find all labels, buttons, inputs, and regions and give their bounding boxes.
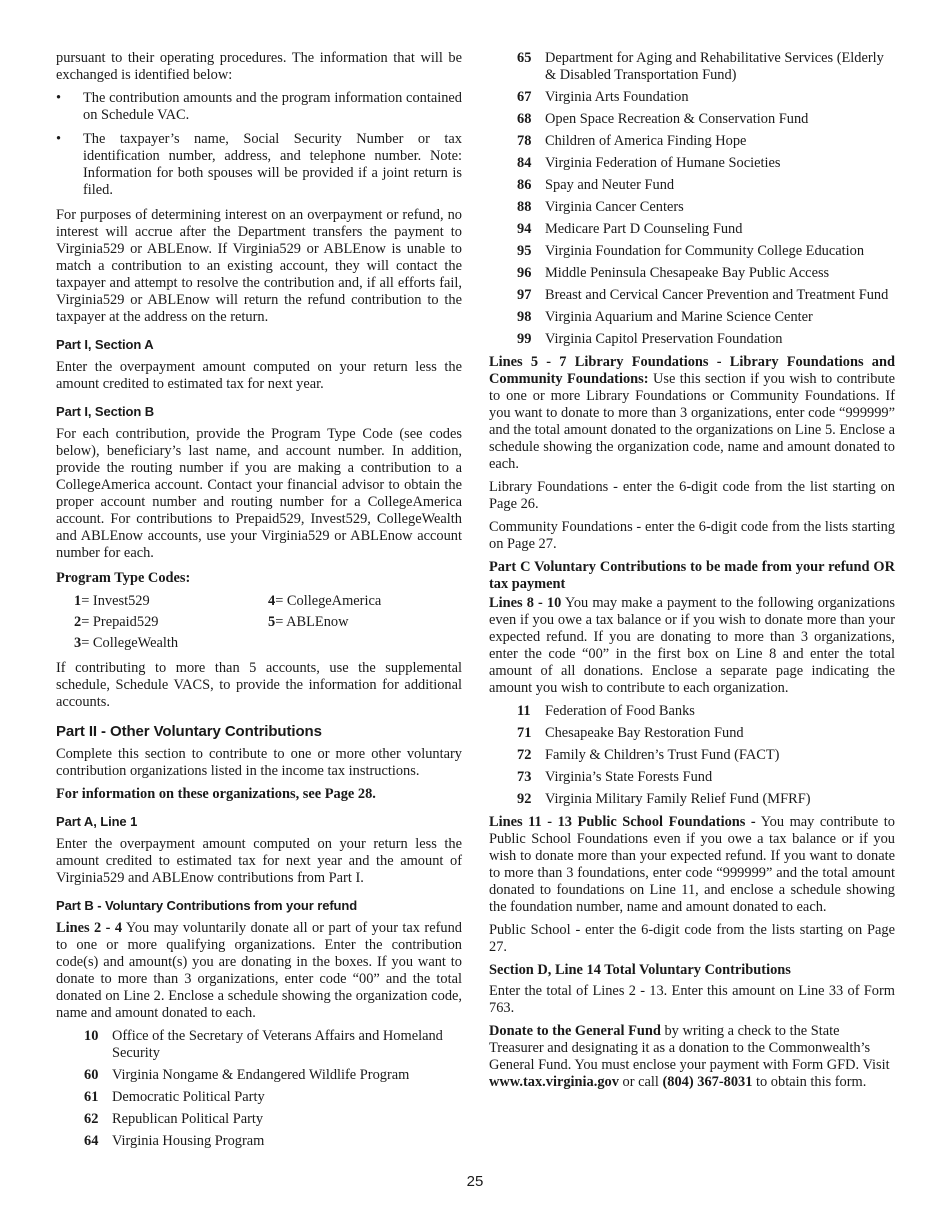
list-item: • The contribution amounts and the program information contained on Schedule VAC. bbox=[56, 90, 462, 124]
list-item: 62 Republican Political Party bbox=[84, 1111, 264, 1127]
list-item: 95 Virginia Foundation for Community College Education bbox=[517, 243, 865, 259]
part-2-text: Complete this section to contribute to one or more other voluntary contribution organizations listed in the income tax instructions. bbox=[56, 746, 462, 779]
list-item: • The taxpayer’s name, Social Security Number or tax identification number, address, and telephone number. Note: Information for both spouses will be provided if a joint return is filed. bbox=[56, 131, 462, 199]
list-item: 92 Virginia Military Family Relief Fund (MFRF) bbox=[517, 791, 811, 807]
program-code: 2= Prepaid529 bbox=[74, 614, 159, 630]
section-b-heading: Part I, Section B bbox=[56, 404, 154, 419]
left-column bbox=[56, 50, 462, 1156]
library-foundations-paragraph: Library Foundations - enter the 6-digit code from the list starting on Page 26. bbox=[489, 479, 895, 512]
list-item: 84 Virginia Federation of Humane Societies bbox=[517, 155, 781, 171]
part-c-heading: Part C Voluntary Contributions to be made from your refund OR tax payment bbox=[489, 559, 895, 592]
part-2-heading: Part II - Other Voluntary Contributions bbox=[56, 723, 322, 740]
list-item: 67 Virginia Arts Foundation bbox=[517, 89, 689, 105]
program-codes-heading: Program Type Codes: bbox=[56, 570, 191, 586]
info-reference: For information on these organizations, see Page 28. bbox=[56, 786, 376, 802]
list-item: 96 Middle Peninsula Chesapeake Bay Public Access bbox=[517, 265, 830, 281]
organization-list bbox=[84, 1028, 462, 1150]
program-code: 5= ABLEnow bbox=[268, 614, 349, 630]
list-item: 97 Breast and Cervical Cancer Prevention and Treatment Fund bbox=[517, 287, 889, 303]
program-code: 4= CollegeAmerica bbox=[268, 593, 382, 609]
program-code: 3= CollegeWealth bbox=[74, 635, 179, 651]
list-item: 86 Spay and Neuter Fund bbox=[517, 177, 675, 193]
list-item: 68 Open Space Recreation & Conservation Fund bbox=[517, 111, 809, 127]
program-codes-table bbox=[74, 593, 462, 652]
phone-number: (804) 367-8031 bbox=[662, 1074, 753, 1090]
section-d-text: Enter the total of Lines 2 - 13. Enter this amount on Line 33 of Form 763. bbox=[489, 983, 895, 1016]
lines-5-7-paragraph: Lines 5 - 7 Library Foundations - Library Foundations and Community Foundations: Use this section if you wish to contribute to one or more Library Foundations or Community Foundations. If you want to donate to more than 3 organizations, enter code “999999” and the total amount donated to the organizations on Line 5. Enclose a schedule showing the organization code, name and amount donated to each. bbox=[489, 354, 895, 472]
list-item: 94 Medicare Part D Counseling Fund bbox=[517, 221, 743, 237]
list-item: 65 Department for Aging and Rehabilitative Services (Elderly & Disabled Transportation Fund) bbox=[517, 50, 884, 83]
part-b-heading: Part B - Voluntary Contributions from your refund bbox=[56, 898, 358, 913]
list-item: 60 Virginia Nongame & Endangered Wildlife Program bbox=[84, 1067, 410, 1083]
right-column bbox=[489, 50, 895, 1097]
lines-2-4-paragraph: Lines 2 - 4 You may voluntarily donate all or part of your tax refund to one or more qualifying organizations. Enter the contribution code(s) and amount(s) you are donating in the boxes. If you want to donate to more than 3 organizations, enter code “00” and the total donated on Line 2. Enclose a schedule showing the organization code, name and amount donated to each. bbox=[56, 920, 462, 1021]
list-item: 72 Family & Children’s Trust Fund (FACT) bbox=[517, 747, 780, 763]
supplemental-paragraph: If contributing to more than 5 accounts, use the supplemental schedule, Schedule VACS, to provide the information for additional accounts. bbox=[56, 660, 462, 710]
page-number: 25 bbox=[466, 1173, 484, 1190]
list-item: 98 Virginia Aquarium and Marine Science Center bbox=[517, 309, 813, 325]
tax-website-link[interactable]: www.tax.virginia.gov bbox=[489, 1074, 619, 1090]
interest-paragraph: For purposes of determining interest on an overpayment or refund, no interest will accrue after the Department transfers the payment to Virginia529 or ABLEnow. If Virginia529 or ABLEnow is unable to match a contribution to an existing account, they will contact the taxpayer and attempt to resolve the contribution and, if all efforts fail, Virginia529 or ABLEnow will return the refund contribution to the taxpayer at the address on the return. bbox=[56, 207, 462, 325]
list-item: 78 Children of America Finding Hope bbox=[517, 133, 747, 149]
list-item: 99 Virginia Capitol Preservation Foundation bbox=[517, 331, 783, 347]
section-a-text: Enter the overpayment amount computed on your return less the amount credited to estimated tax for next year. bbox=[56, 359, 462, 392]
public-school-paragraph: Public School - enter the 6-digit code from the lists starting on Page 27. bbox=[489, 922, 895, 955]
organization-list bbox=[517, 703, 895, 808]
section-d-heading: Section D, Line 14 Total Voluntary Contributions bbox=[489, 962, 791, 978]
list-item: 11 Federation of Food Banks bbox=[517, 703, 695, 719]
section-b-text: For each contribution, provide the Program Type Code (see codes below), beneficiary’s last name, and account number. In addition, provide the routing number if you are making a contribution to a CollegeAmerica account. Contact your financial advisor to obtain the proper account number and routing number for a CollegeAmerica account. For contributions to Prepaid529, Invest529, CollegeWealth and ABLEnow accounts, use your Virginia529 or ABLEnow account number for each. bbox=[56, 426, 462, 561]
community-foundations-paragraph: Community Foundations - enter the 6-digit code from the lists starting on Page 27. bbox=[489, 519, 895, 552]
list-item: 61 Democratic Political Party bbox=[84, 1089, 265, 1105]
organization-list bbox=[517, 50, 895, 348]
section-a-heading: Part I, Section A bbox=[56, 337, 154, 352]
list-item: 88 Virginia Cancer Centers bbox=[517, 199, 684, 215]
intro-paragraph: pursuant to their operating procedures. The information that will be exchanged is identified below: bbox=[56, 50, 462, 83]
list-item: 73 Virginia’s State Forests Fund bbox=[517, 769, 713, 785]
lines-11-13-paragraph: Lines 11 - 13 Public School Foundations - You may contribute to Public School Foundations even if you owe a tax balance or if you wish to donate more than your expected refund. If you want to donate to more than 3 foundations, enter code “999999” and the total amount donated to foundations on Line 11, and enclose a schedule showing the foundation number, name and amount donated to each. bbox=[489, 814, 895, 915]
list-item: 71 Chesapeake Bay Restoration Fund bbox=[517, 725, 744, 741]
part-a-heading: Part A, Line 1 bbox=[56, 814, 138, 829]
lines-8-10-paragraph: Lines 8 - 10 You may make a payment to the following organizations even if you owe a tax balance or if you wish to donate more than your expected refund. If you are donating to more than 3 organizations, enter the code “00” in the first box on Line 8 and enter the total amount of all donations. Enclose a separate page indicating the amount you wish to contribute to each organization. bbox=[489, 595, 895, 696]
list-item: 64 Virginia Housing Program bbox=[84, 1133, 265, 1149]
list-item: 10 Office of the Secretary of Veterans Affairs and Homeland Security bbox=[84, 1028, 443, 1061]
part-a-text: Enter the overpayment amount computed on your return less the amount credited to estimated tax for next year and the amount of Virginia529 and ABLEnow contributions from Part I. bbox=[56, 836, 462, 886]
program-code: 1= Invest529 bbox=[74, 593, 150, 609]
general-fund-paragraph: Donate to the General Fund by writing a check to the State Treasurer and designating it as a donation to the Commonwealth’s General Fund. You must enclose your payment with Form GFD. Visit www.tax.virginia.gov or call (804) 367-8031 to obtain this form. bbox=[489, 1023, 890, 1090]
exchanged-info-list bbox=[56, 90, 462, 199]
